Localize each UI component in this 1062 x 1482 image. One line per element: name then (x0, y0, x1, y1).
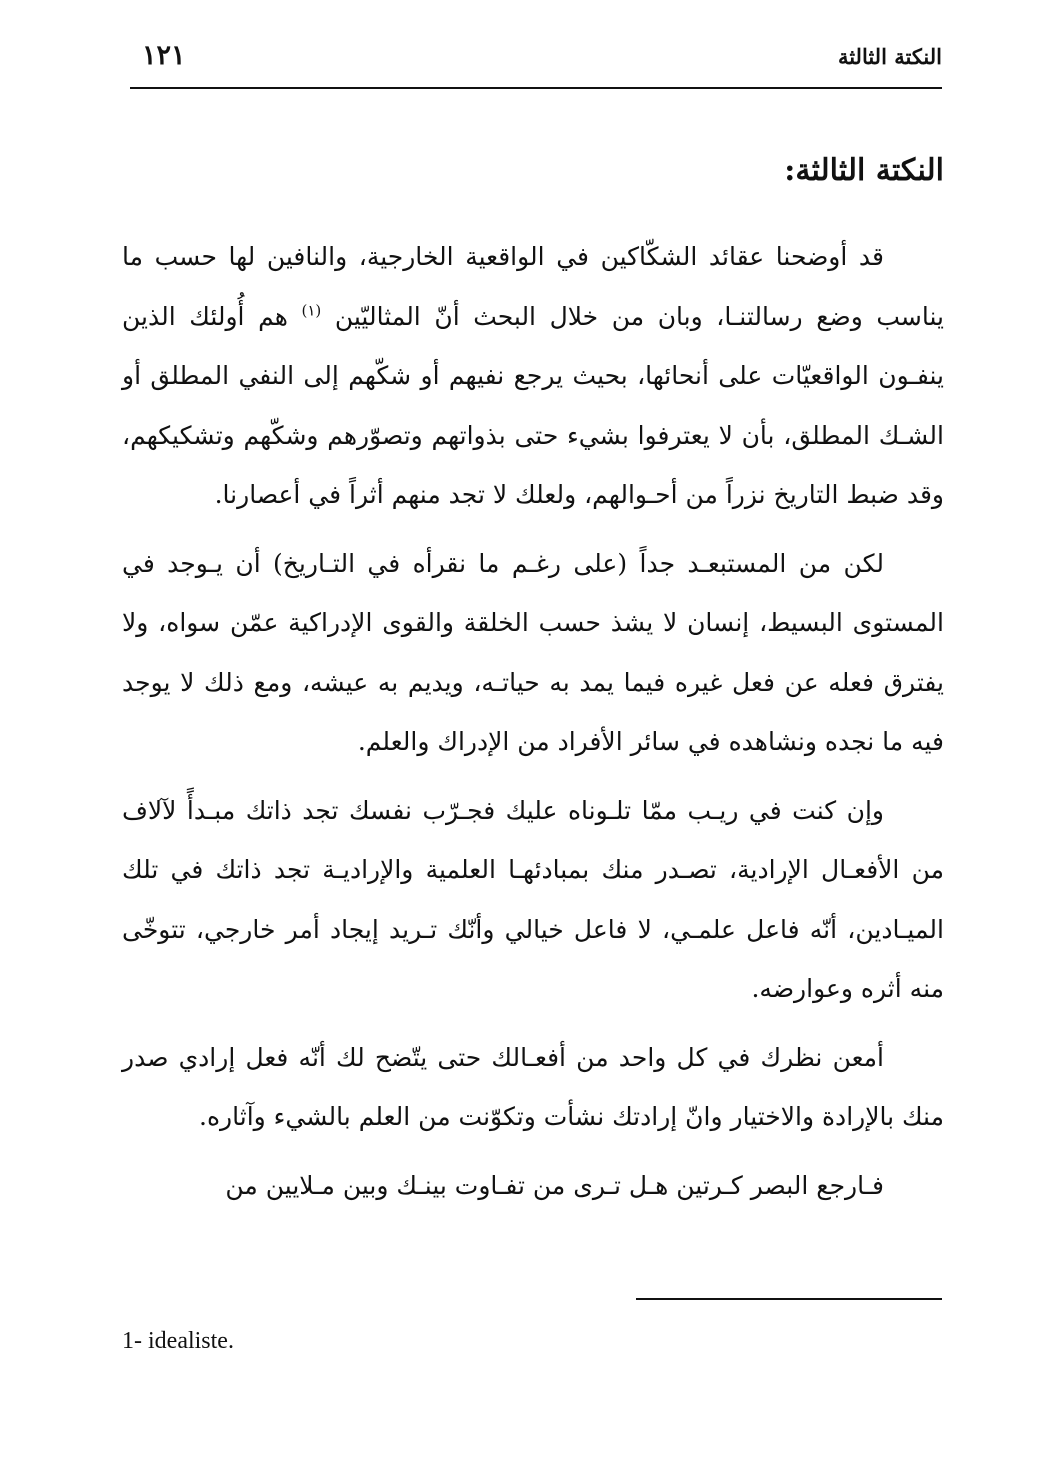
paragraph-1-text-before-footnote: قد أوضحنا عقائد الشكّاكين في الواقعية الخارجية، والنافين لها حسب ما يناسب وضع رسالتنـا، وبان من خلال البحث أنّ المثاليّين (122, 242, 944, 331)
paragraph-1-text-after-footnote: هم أُولئك الذين ينفـون الواقعيّات على أنحائها، بحيث يرجع نفيهم أو شكّهم إلى النفي المطلق أو الشـك المطلق، بأن لا يعترفوا بشيء حتى بذواتهم وتصوّرهم وشكّهم وتشكيكهم، وقد ضبط التاريخ نزراً من أحـوالهم، ولعلك لا تجد منهم أثراً في أعصارنا. (122, 301, 944, 509)
page-number: ١٢١ (142, 40, 186, 71)
header-rule (130, 87, 942, 89)
section-title: النكتة الثالثة: (784, 153, 944, 188)
paragraph-2: لكن من المستبعـد جداً (على رغـم ما نقرأه في التـاريخ) أن يـوجد في المستوى البسيط، إنسان لا يشذ حسب الخلقة والقوى الإدراكية عمّن سواه، ولا يفترق فعله عن فعل غيره فيما يمد به حياتـه، ويديم به عيشه، ومع ذلك لا يوجد فيه ما نجده ونشاهده في سائر الأفراد من الإدراك والعلم. (122, 548, 944, 756)
running-title: النكتة الثالثة (837, 44, 942, 69)
footnote: 1- idealiste. (122, 1328, 234, 1354)
footnote-rule (636, 1298, 942, 1300)
paragraph-1 (122, 227, 944, 525)
running-header (130, 36, 942, 80)
footnote-marker: (١) (301, 301, 322, 320)
paragraph-5: فـارجع البصر كـرتين هـل تـرى من تفـاوت بينـك وبين مـلايين من (225, 1170, 884, 1200)
paragraph-4: أمعن نظرك في كل واحد من أفعـالك حتى يتّضح لك أنّه فعل إرادي صدر منك بالإرادة والاختيار وانّ إرادتك نشأت وتكوّنت من العلم بالشيء وآثاره. (122, 1042, 944, 1131)
paragraph-3: وإن كنت في ريـب ممّا تلـوناه عليك فجـرّب نفسك تجد ذاتك مبـدأً لآلاف من الأفعـال الإرادية، تصـدر منك بمبادئهـا العلمية والإراديـة تجد ذاتك في تلك الميـادين، أنّه فاعل علمـي، لا فاعل خيالي وأنّك تـريد إيجاد أمر خارجي، تتوخّى منه أثره وعوارضه. (122, 795, 944, 1003)
main-text (122, 148, 944, 1224)
